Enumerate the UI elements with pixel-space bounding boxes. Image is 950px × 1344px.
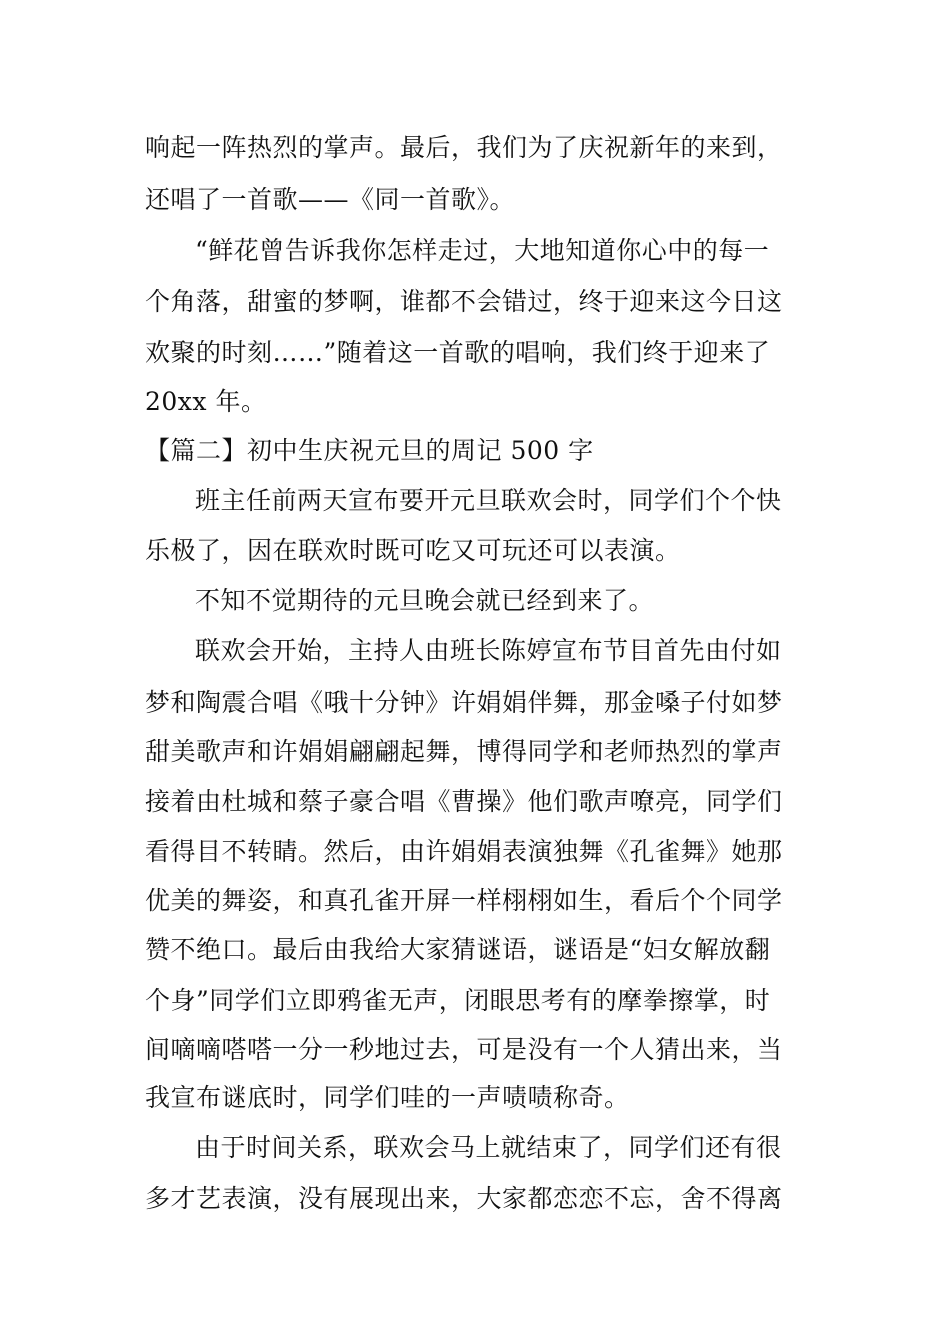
text-line: 班主任前两天宣布要开元旦联欢会时，同学们个个快: [195, 486, 782, 515]
text-line: 甜美歌声和许娟娟翩翩起舞，博得同学和老师热烈的掌声: [145, 737, 783, 766]
text-line: 多才艺表演，没有展现出来，大家都恋恋不忘，舍不得离: [145, 1184, 783, 1213]
section-heading: 【篇二】初中生庆祝元旦的周记 500 字: [145, 436, 594, 465]
text-line: 20xx 年。: [145, 387, 267, 416]
text-line: 优美的舞姿，和真孔雀开屏一样栩栩如生，看后个个同学: [145, 886, 783, 915]
text-line: “鲜花曾告诉我你怎样走过，大地知道你心中的每一: [195, 236, 770, 265]
text-line: 间嘀嘀嗒嗒一分一秒地过去，可是没有一个人猜出来，当: [145, 1035, 783, 1064]
text-line: 乐极了，因在联欢时既可吃又可玩还可以表演。: [145, 536, 681, 565]
text-line: 梦和陶震合唱《哦十分钟》许娟娟伴舞，那金嗓子付如梦: [145, 688, 783, 717]
text-line: 个角落，甜蜜的梦啊，谁都不会错过，终于迎来这今日这: [145, 287, 783, 316]
text-line: 接着由杜城和蔡子豪合唱《曹操》他们歌声嘹亮，同学们: [145, 787, 783, 816]
text-line: 不知不觉期待的元旦晚会就已经到来了。: [195, 586, 655, 615]
text-line: 欢聚的时刻……”随着这一首歌的唱响，我们终于迎来了: [145, 338, 771, 367]
text-line: 由于时间关系，联欢会马上就结束了，同学们还有很: [195, 1133, 782, 1162]
text-line: 看得目不转睛。然后，由许娟娟表演独舞《孔雀舞》她那: [145, 837, 783, 866]
text-line: 还唱了一首歌——《同一首歌》。: [145, 185, 516, 214]
text-line: 响起一阵热烈的掌声。最后，我们为了庆祝新年的来到，: [145, 133, 783, 162]
text-line: 赞不绝口。最后由我给大家猜谜语，谜语是“妇女解放翻: [145, 935, 771, 964]
text-line: 我宣布谜底时，同学们哇的一声啧啧称奇。: [145, 1083, 630, 1112]
text-line: 个身”同学们立即鸦雀无声，闭眼思考有的摩拳擦掌，时: [145, 986, 771, 1015]
text-line: 联欢会开始，主持人由班长陈婷宣布节目首先由付如: [195, 636, 782, 665]
